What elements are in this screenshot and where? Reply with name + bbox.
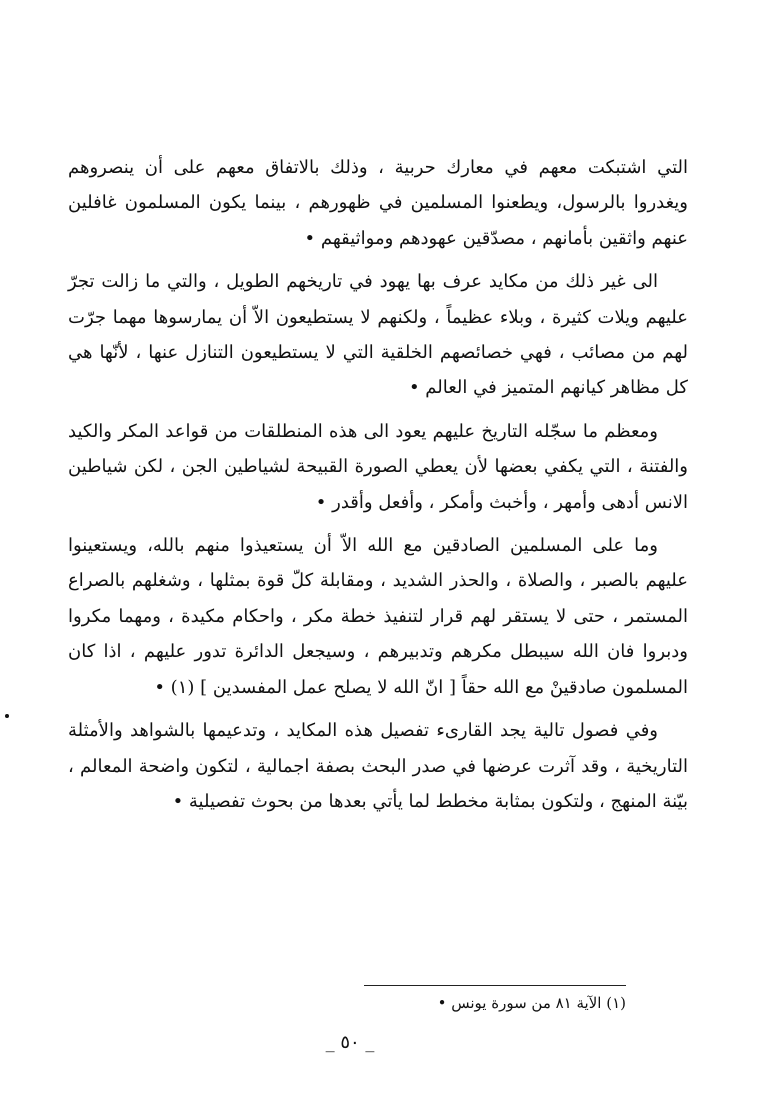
body-text [68,150,688,827]
paragraph-3: ومعظم ما سجّله التاريخ عليهم يعود الى هذه المنطلقات من قواعد المكر والكيد والفتنة ، التي يكفي بعضها لأن يعطي الصورة القبيحة لشياطين الجن ، لكن شياطين الانس أدهى وأمهر ، وأخبث وأمكر ، وأفعل وأقدر • [68,420,688,513]
paragraph-4: وما على المسلمين الصادقين مع الله الاّ أن يستعيذوا منهم بالله، ويستعينوا عليهم بالصبر ، والصلاة ، والحذر الشديد ، ومقابلة كلّ قوة بمثلها ، وشغلهم بالصراع المستمر ، حتى لا يستقر لهم قرار لتنفيذ خطة مكر ، واحكام مكيدة ، ومهما مكروا ودبروا فان الله سيبطل مكرهم وتدبيرهم ، وسيجعل الدائرة تدور عليهم ، اذا كان المسلمون صادقينْ مع الله حقاً [ انّ الله لا يصلح عمل المفسدين ] (١) • [68,535,688,698]
margin-dot-mark [5,714,9,718]
page-number: _ ٥٠ _ [325,1032,375,1053]
footnote-divider [364,985,626,986]
paragraph-2: الى غير ذلك من مكايد عرف بها يهود في تاريخهم الطويل ، والتي ما زالت تجرّ عليهم ويلات كثيرة ، وبلاء عظيماً ، ولكنهم لا يستطيعون الاّ أن يمارسوها مهما جرّت لهم من مصائب ، فهي خصائصهم الخلقية التي لا يستطيعون التنازل عنها ، لأنّها هي كل مظاهر كيانهم المتميز في العالم • [68,271,688,399]
footnote: (١) الآية ٨١ من سورة يونس • [437,994,626,1012]
paragraph-5: وفي فصول تالية يجد القارىء تفصيل هذه المكايد ، وتدعيمها بالشواهد والأمثلة التاريخية ، وقد آثرت عرضها في صدر البحث بصفة اجمالية ، لتكون واضحة المعالم ، بيّنة المنهج ، ولتكون بمثابة مخطط لما يأتي بعدها من بحوث تفصيلية • [68,720,688,812]
paragraph-1: التي اشتبكت معهم في معارك حربية ، وذلك بالاتفاق معهم على أن ينصروهم ويغدروا بالرسول، ويطعنوا المسلمين في ظهورهم ، بينما يكون المسلمون غافلين عنهم واثقين بأمانهم ، مصدّقين عهودهم ومواثيقهم • [68,157,688,249]
